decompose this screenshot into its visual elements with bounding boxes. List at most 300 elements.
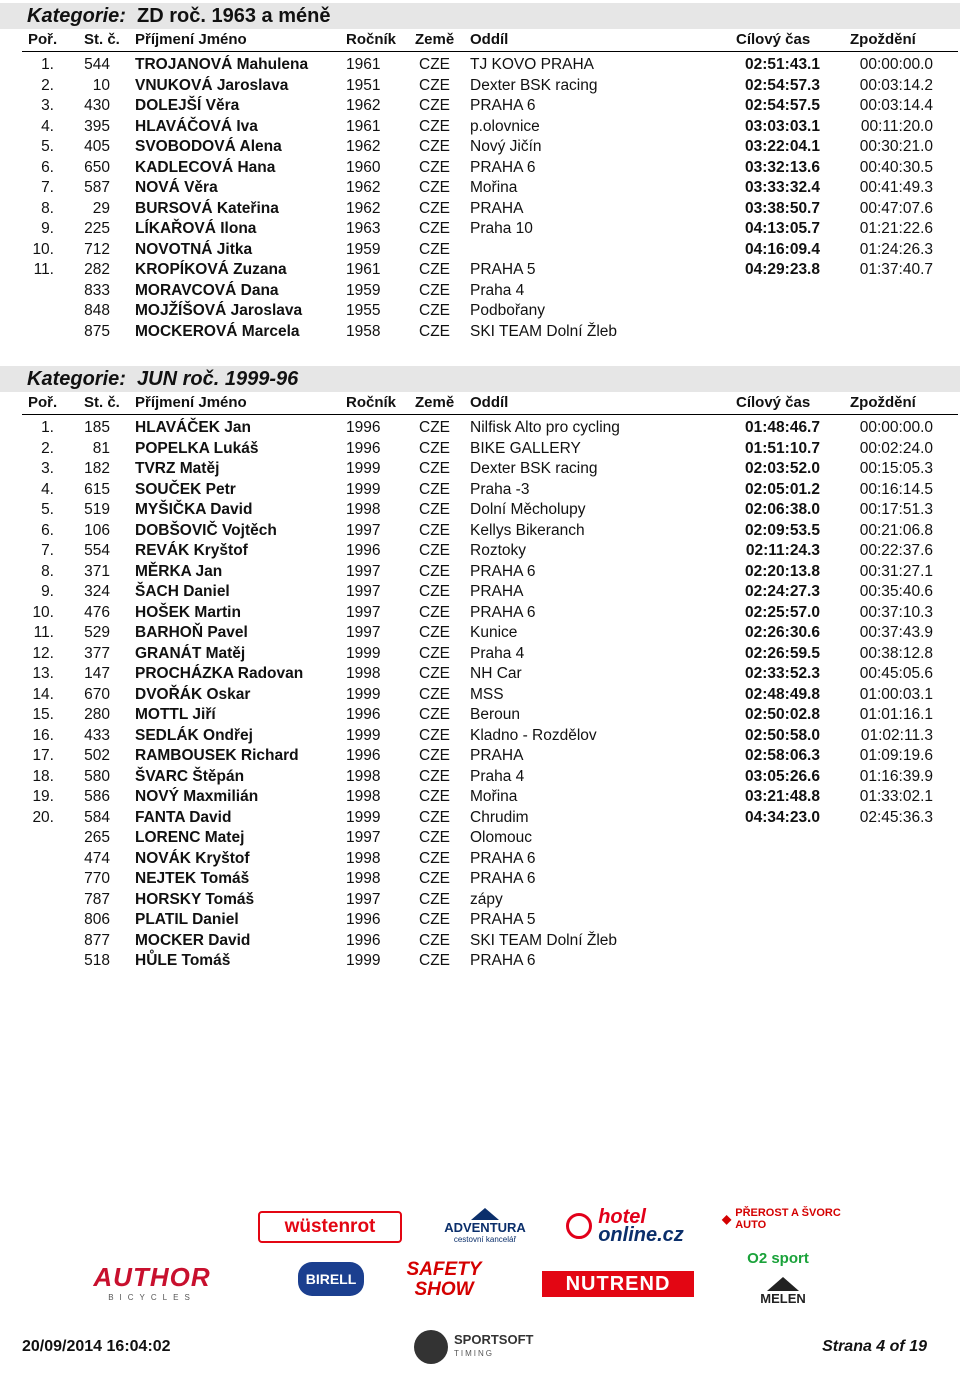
- category-title: [0, 3, 960, 29]
- cell-start-number: 544: [84, 56, 110, 73]
- cell-country: CZE: [419, 97, 450, 114]
- cell-birth-year: 1998: [346, 665, 381, 682]
- cell-birth-year: 1996: [346, 706, 381, 723]
- table-row: [0, 849, 960, 870]
- cell-finish-time: 02:11:24.3: [745, 542, 820, 559]
- cell-rank: 16.: [32, 726, 54, 744]
- cell-country: CZE: [419, 419, 450, 436]
- cell-finish-time: 02:54:57.5: [745, 97, 820, 114]
- cell-rank: 1.: [41, 56, 54, 73]
- table-row: [0, 322, 960, 343]
- melen-logo: MELEN: [748, 1272, 818, 1310]
- cell-birth-year: 1958: [346, 322, 381, 340]
- cell-birth-year: 1998: [346, 849, 381, 867]
- page-number: Strana 4 of 19: [822, 1338, 927, 1355]
- cell-birth-year: 1998: [346, 870, 381, 887]
- header-divider: [22, 51, 958, 52]
- table-row: [0, 260, 960, 281]
- cell-birth-year: 1999: [346, 460, 381, 477]
- table-row: [0, 500, 960, 521]
- cell-finish-time: 02:06:38.0: [745, 501, 820, 518]
- cell-birth-year: 1996: [346, 542, 381, 559]
- cell-birth-year: 1998: [346, 767, 381, 785]
- cell-time-behind: 00:35:40.6: [859, 583, 933, 600]
- cell-time-behind: 00:37:10.3: [859, 603, 933, 621]
- cell-country: CZE: [419, 911, 450, 928]
- cell-name: NOVÁ Věra: [135, 179, 218, 196]
- cell-birth-year: 1961: [346, 56, 381, 73]
- cell-start-number: 81: [92, 439, 110, 457]
- cell-country: CZE: [419, 890, 450, 908]
- table-row: [0, 301, 960, 322]
- table-row: [0, 199, 960, 220]
- hotel-online-logo: hotel online.cz: [550, 1205, 700, 1247]
- cell-club: PRAHA 5: [470, 261, 536, 278]
- cell-country: CZE: [419, 158, 450, 176]
- column-header-oddil: Oddíl: [470, 394, 509, 411]
- cell-rank: 18.: [32, 767, 54, 785]
- cell-country: CZE: [419, 685, 450, 703]
- cell-start-number: 474: [84, 849, 110, 867]
- cell-name: MĚRKA Jan: [135, 562, 223, 580]
- cell-start-number: 554: [84, 542, 110, 559]
- cell-start-number: 580: [84, 767, 110, 785]
- cell-finish-time: 02:58:06.3: [745, 747, 820, 764]
- cell-club: PRAHA 6: [470, 158, 536, 176]
- cell-club: Praha 4: [470, 281, 525, 299]
- cell-birth-year: 1997: [346, 624, 381, 641]
- cell-rank: 14.: [32, 685, 54, 703]
- cell-country: CZE: [419, 322, 450, 340]
- table-row: [0, 117, 960, 138]
- cell-country: CZE: [419, 829, 450, 846]
- cell-time-behind: 01:24:26.3: [859, 240, 933, 258]
- cell-name: MOJŽÍŠOVÁ Jaroslava: [135, 302, 303, 319]
- cell-name: NEJTEK Tomáš: [135, 870, 250, 887]
- cell-birth-year: 1999: [346, 952, 381, 969]
- cell-time-behind: 00:31:27.1: [859, 562, 933, 580]
- cell-birth-year: 1955: [346, 302, 381, 319]
- cell-start-number: 502: [84, 747, 110, 764]
- cell-time-behind: 01:37:40.7: [859, 261, 933, 278]
- cell-start-number: 586: [84, 788, 110, 805]
- cell-club: Kunice: [470, 624, 518, 641]
- table-row: [0, 240, 960, 261]
- cell-birth-year: 1999: [346, 726, 381, 744]
- column-header-st: St. č.: [84, 31, 120, 48]
- cell-start-number: 519: [84, 501, 110, 518]
- cell-rank: 17.: [32, 747, 54, 764]
- cell-birth-year: 1999: [346, 644, 381, 662]
- cell-finish-time: 02:05:01.2: [745, 480, 820, 498]
- cell-time-behind: 01:02:11.3: [860, 726, 933, 744]
- cell-country: CZE: [419, 665, 450, 682]
- cell-rank: 20.: [32, 808, 54, 826]
- cell-rank: 19.: [32, 788, 54, 805]
- cell-finish-time: 01:48:46.7: [745, 419, 820, 436]
- cell-finish-time: 03:32:13.6: [745, 158, 820, 176]
- cell-club: PRAHA 6: [470, 562, 536, 580]
- cell-finish-time: 03:33:32.4: [745, 179, 820, 196]
- cell-birth-year: 1996: [346, 747, 381, 764]
- cell-start-number: 787: [84, 890, 110, 908]
- cell-start-number: 377: [84, 644, 110, 662]
- column-header-zeme: Země: [415, 31, 455, 48]
- cell-rank: 12.: [32, 644, 54, 662]
- cell-club: Dolní Měcholupy: [470, 501, 586, 518]
- table-row: [0, 96, 960, 117]
- cell-start-number: 433: [84, 726, 110, 744]
- cell-finish-time: 03:03:03.1: [745, 117, 820, 135]
- cell-country: CZE: [419, 562, 450, 580]
- cell-birth-year: 1999: [346, 685, 381, 703]
- cell-club: Praha 4: [470, 644, 525, 662]
- cell-finish-time: 02:09:53.5: [745, 521, 820, 539]
- cell-birth-year: 1959: [346, 240, 381, 258]
- cell-start-number: 476: [84, 603, 110, 621]
- cell-time-behind: 01:33:02.1: [859, 788, 933, 805]
- cell-birth-year: 1998: [346, 788, 381, 805]
- cell-time-behind: 02:45:36.3: [859, 808, 933, 826]
- cell-club: zápy: [470, 890, 503, 908]
- cell-birth-year: 1963: [346, 220, 381, 237]
- cell-country: CZE: [419, 76, 450, 94]
- cell-birth-year: 1962: [346, 179, 381, 196]
- table-row: [0, 562, 960, 583]
- safety-show-logo: SAFETY SHOW: [406, 1259, 482, 1300]
- cell-start-number: 265: [84, 829, 110, 846]
- cell-birth-year: 1997: [346, 603, 381, 621]
- cell-rank: 13.: [32, 665, 54, 682]
- cell-rank: 6.: [41, 521, 54, 539]
- column-header-zpozdeni: Zpoždění: [850, 394, 916, 411]
- cell-time-behind: 01:00:03.1: [859, 685, 933, 703]
- cell-time-behind: 00:47:07.6: [859, 199, 933, 217]
- cell-finish-time: 01:51:10.7: [745, 439, 820, 457]
- cell-rank: 7.: [41, 179, 54, 196]
- cell-start-number: 29: [92, 199, 110, 217]
- cell-club: Nový Jičín: [470, 138, 542, 155]
- cell-time-behind: 00:17:51.3: [859, 501, 933, 518]
- cell-country: CZE: [419, 726, 450, 744]
- cell-name: MORAVCOVÁ Dana: [135, 281, 279, 299]
- cell-country: CZE: [419, 747, 450, 764]
- cell-name: BARHOŇ Pavel: [135, 624, 248, 641]
- cell-birth-year: 1962: [346, 138, 381, 155]
- cell-start-number: 430: [84, 97, 110, 114]
- cell-country: CZE: [419, 644, 450, 662]
- cell-start-number: 282: [84, 261, 110, 278]
- cell-name: ŠACH Daniel: [135, 583, 230, 600]
- cell-rank: 8.: [41, 562, 54, 580]
- cell-start-number: 770: [84, 870, 110, 887]
- table-row: [0, 603, 960, 624]
- cell-start-number: 518: [84, 952, 110, 969]
- cell-start-number: 324: [84, 583, 110, 600]
- cell-name: HOŠEK Martin: [135, 603, 241, 621]
- sportsoft-logo: SPORTSOFT TIMING: [414, 1327, 534, 1367]
- wustenrot-logo: wüstenrot: [258, 1211, 402, 1243]
- cell-finish-time: 02:26:30.6: [745, 624, 820, 641]
- cell-name: HLAVÁČEK Jan: [135, 419, 251, 436]
- cell-club: Praha -3: [470, 480, 530, 498]
- column-header-rocnik: Ročník: [346, 394, 397, 411]
- cell-start-number: 182: [84, 460, 110, 477]
- category-title-prefix: Kategorie:: [27, 368, 126, 390]
- cell-start-number: 833: [84, 281, 110, 299]
- cell-club: Praha 10: [470, 220, 533, 237]
- table-row: [0, 55, 960, 76]
- cell-start-number: 875: [84, 322, 110, 340]
- cell-time-behind: 01:16:39.9: [859, 767, 933, 785]
- cell-start-number: 405: [84, 138, 110, 155]
- cell-finish-time: 02:26:59.5: [745, 644, 820, 662]
- cell-time-behind: 00:37:43.9: [859, 624, 933, 641]
- cell-country: CZE: [419, 706, 450, 723]
- prerost-arrow-icon: ◆: [722, 1212, 732, 1226]
- cell-rank: 1.: [41, 419, 54, 436]
- cell-name: ŠVARC Štěpán: [135, 767, 245, 785]
- cell-birth-year: 1961: [346, 261, 381, 278]
- cell-start-number: 712: [84, 240, 110, 258]
- cell-name: MOCKER David: [135, 931, 251, 949]
- sportsoft-emblem-icon: [414, 1330, 448, 1364]
- cell-birth-year: 1997: [346, 890, 381, 908]
- cell-rank: 11.: [33, 261, 54, 278]
- table-row: [0, 869, 960, 890]
- table-row: [0, 76, 960, 97]
- cell-time-behind: 00:03:14.2: [859, 76, 933, 94]
- table-row: [0, 541, 960, 562]
- cell-start-number: 10: [92, 76, 110, 94]
- cell-birth-year: 1962: [346, 97, 381, 114]
- cell-name: TVRZ Matěj: [135, 460, 220, 477]
- cell-country: CZE: [419, 138, 450, 155]
- cell-country: CZE: [419, 480, 450, 498]
- cell-club: PRAHA 6: [470, 870, 536, 887]
- column-header-cil: Cílový čas: [736, 394, 811, 411]
- cell-finish-time: 02:54:57.3: [745, 76, 820, 94]
- column-header-por: Poř.: [28, 394, 58, 411]
- cell-start-number: 106: [84, 521, 110, 539]
- cell-name: SEDLÁK Ondřej: [135, 726, 253, 744]
- cell-finish-time: 02:20:13.8: [745, 562, 820, 580]
- cell-club: SKI TEAM Dolní Žleb: [470, 931, 618, 949]
- cell-rank: 8.: [41, 199, 54, 217]
- cell-finish-time: 02:03:52.0: [745, 460, 820, 477]
- cell-start-number: 806: [84, 911, 110, 928]
- table-row: [0, 521, 960, 542]
- cell-country: CZE: [419, 220, 450, 237]
- cell-club: Kellys Bikeranch: [470, 521, 585, 539]
- cell-club: Dexter BSK racing: [470, 76, 598, 94]
- cell-club: Mořina: [470, 179, 518, 196]
- cell-country: CZE: [419, 521, 450, 539]
- cell-name: FANTA David: [135, 808, 232, 826]
- cell-rank: 2.: [41, 76, 54, 94]
- cell-time-behind: 01:01:16.1: [859, 706, 933, 723]
- cell-birth-year: 1996: [346, 911, 381, 928]
- cell-club: Beroun: [470, 706, 520, 723]
- cell-time-behind: 01:21:22.6: [859, 220, 933, 237]
- cell-finish-time: 03:22:04.1: [745, 138, 820, 155]
- cell-birth-year: 1959: [346, 281, 381, 299]
- table-row: [0, 746, 960, 767]
- cell-finish-time: 03:38:50.7: [745, 199, 820, 217]
- cell-time-behind: 00:00:00.0: [859, 419, 933, 436]
- cell-time-behind: 00:38:12.8: [859, 644, 933, 662]
- column-header-name: Příjmení Jméno: [135, 394, 247, 411]
- cell-birth-year: 1999: [346, 808, 381, 826]
- cell-birth-year: 1996: [346, 931, 381, 949]
- birell-logo: BIRELL: [298, 1262, 364, 1296]
- cell-name: SOUČEK Petr: [135, 480, 236, 498]
- table-row: [0, 664, 960, 685]
- cell-club: BIKE GALLERY: [470, 439, 581, 457]
- cell-rank: 10.: [32, 603, 54, 621]
- table-row: [0, 178, 960, 199]
- cell-club: SKI TEAM Dolní Žleb: [470, 322, 618, 340]
- cell-start-number: 529: [84, 624, 110, 641]
- prerost-svorc-logo: ◆ PŘEROST A ŠVORC AUTO: [722, 1207, 841, 1231]
- table-row: [0, 644, 960, 665]
- cell-time-behind: 00:11:20.0: [860, 117, 933, 135]
- cell-start-number: 280: [84, 706, 110, 723]
- cell-start-number: 650: [84, 158, 110, 176]
- cell-club: TJ KOVO PRAHA: [470, 56, 595, 73]
- cell-country: CZE: [419, 931, 450, 949]
- cell-name: LÍKAŘOVÁ Ilona: [135, 220, 257, 237]
- cell-country: CZE: [419, 460, 450, 477]
- cell-start-number: 185: [84, 419, 110, 436]
- cell-name: BURSOVÁ Kateřina: [135, 199, 279, 217]
- cell-country: CZE: [419, 261, 450, 278]
- table-row: [0, 890, 960, 911]
- cell-country: CZE: [419, 870, 450, 887]
- cell-name: VNUKOVÁ Jaroslava: [135, 76, 289, 94]
- cell-name: PROCHÁZKA Radovan: [135, 665, 304, 682]
- cell-start-number: 615: [84, 480, 110, 498]
- cell-name: NOVÁK Kryštof: [135, 849, 250, 867]
- cell-birth-year: 1997: [346, 521, 381, 539]
- cell-name: TROJANOVÁ Mahulena: [135, 56, 309, 73]
- cell-rank: 9.: [41, 583, 54, 600]
- cell-finish-time: 02:51:43.1: [745, 56, 820, 73]
- nutrend-logo: NUTREND: [542, 1271, 694, 1297]
- cell-time-behind: 00:30:21.0: [859, 138, 933, 155]
- cell-club: MSS: [470, 685, 504, 703]
- cell-name: KADLECOVÁ Hana: [135, 158, 276, 176]
- cell-name: DVOŘÁK Oskar: [135, 685, 251, 703]
- cell-start-number: 395: [84, 117, 110, 135]
- cell-start-number: 147: [84, 665, 110, 682]
- category-title-name: ZD roč. 1963 a méně: [137, 5, 331, 27]
- category-title-prefix: Kategorie:: [27, 5, 126, 27]
- table-row: [0, 459, 960, 480]
- table-row: [0, 787, 960, 808]
- cell-club: Roztoky: [470, 542, 526, 559]
- cell-club: Dexter BSK racing: [470, 460, 598, 477]
- table-row: [0, 910, 960, 931]
- cell-time-behind: 00:02:24.0: [859, 439, 933, 457]
- cell-country: CZE: [419, 240, 450, 258]
- cell-time-behind: 00:15:05.3: [859, 460, 933, 477]
- cell-country: CZE: [419, 501, 450, 518]
- cell-name: RAMBOUSEK Richard: [135, 747, 299, 764]
- table-row: [0, 951, 960, 972]
- cell-start-number: 670: [84, 685, 110, 703]
- cell-rank: 3.: [41, 97, 54, 114]
- table-row: [0, 480, 960, 501]
- table-row: [0, 685, 960, 706]
- cell-club: Nilfisk Alto pro cycling: [470, 419, 620, 436]
- cell-club: PRAHA 6: [470, 603, 536, 621]
- table-row: [0, 623, 960, 644]
- column-header-zpozdeni: Zpoždění: [850, 31, 916, 48]
- cell-start-number: 225: [84, 220, 110, 237]
- column-header-zeme: Země: [415, 394, 455, 411]
- column-header-cil: Cílový čas: [736, 31, 811, 48]
- cell-name: MYŠIČKA David: [135, 501, 253, 518]
- cell-birth-year: 1997: [346, 562, 381, 580]
- cell-name: REVÁK Kryštof: [135, 542, 248, 559]
- cell-rank: 4.: [41, 480, 54, 498]
- cell-club: PRAHA 6: [470, 849, 536, 867]
- author-logo: AUTHOR BICYCLES: [93, 1262, 211, 1302]
- cell-rank: 6.: [41, 158, 54, 176]
- cell-finish-time: 02:24:27.3: [745, 583, 820, 600]
- column-header-st: St. č.: [84, 394, 120, 411]
- cell-club: PRAHA: [470, 583, 524, 600]
- cell-finish-time: 02:33:52.3: [745, 665, 820, 682]
- cell-country: CZE: [419, 603, 450, 621]
- cell-name: MOTTL Jiří: [135, 706, 216, 723]
- cell-name: HŮLE Tomáš: [135, 952, 231, 969]
- table-row: [0, 418, 960, 439]
- cell-time-behind: 00:03:14.4: [859, 97, 933, 114]
- cell-name: DOLEJŠÍ Věra: [135, 97, 240, 114]
- cell-birth-year: 1996: [346, 419, 381, 436]
- cell-country: CZE: [419, 56, 450, 73]
- cell-country: CZE: [419, 952, 450, 969]
- cell-club: Chrudim: [470, 808, 529, 826]
- cell-birth-year: 1961: [346, 117, 381, 135]
- cell-finish-time: 04:16:09.4: [745, 240, 820, 258]
- cell-finish-time: 03:21:48.8: [745, 788, 820, 805]
- header-divider: [22, 414, 958, 415]
- adventura-mountain-icon: [471, 1208, 499, 1220]
- cell-country: CZE: [419, 808, 450, 826]
- table-row: [0, 705, 960, 726]
- cell-finish-time: 02:25:57.0: [745, 603, 820, 621]
- table-row: [0, 582, 960, 603]
- cell-country: CZE: [419, 583, 450, 600]
- cell-country: CZE: [419, 767, 450, 785]
- cell-club: NH Car: [470, 665, 522, 682]
- cell-finish-time: 02:50:58.0: [745, 726, 820, 744]
- cell-club: Kladno - Rozdělov: [470, 726, 597, 744]
- cell-name: LORENC Matej: [135, 829, 245, 846]
- cell-country: CZE: [419, 199, 450, 217]
- cell-finish-time: 02:50:02.8: [745, 706, 820, 723]
- cell-finish-time: 04:29:23.8: [745, 261, 820, 278]
- cell-country: CZE: [419, 439, 450, 457]
- o2-sport-logo: O2 sport: [747, 1249, 809, 1267]
- column-header-row: [0, 392, 960, 413]
- cell-name: SVOBODOVÁ Alena: [135, 138, 282, 155]
- cell-time-behind: 00:21:06.8: [859, 521, 933, 539]
- column-header-rocnik: Ročník: [346, 31, 397, 48]
